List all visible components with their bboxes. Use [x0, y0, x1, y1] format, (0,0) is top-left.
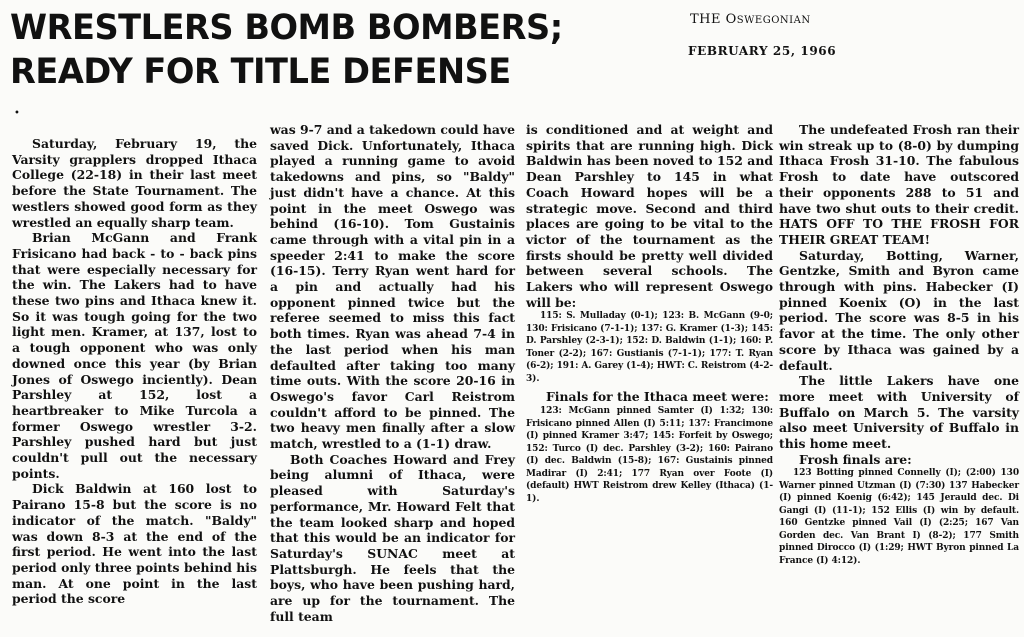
roster-list: 115: S. Mulladay (0-1); 123: B. McGann (9-0; 130: Frisicano (7-1-1); 137: G. Kramer (1-3); 145: D. Parshley (2-3-1); 152: D. Baldwin (1-1); 160: P. Toner (2-2); 167: Gustianis (7-1-1); 177: T. Ryan (6-2); 191: A. Garey (1-4); HWT: C. Reistrom (4-2-3).	[526, 311, 773, 384]
paragraph: was 9-7 and a takedown could have saved Dick. Unfortunately, Ithaca played a running game to avoid takedowns and pins, so "Baldy" just didn't have a chance. At this point in the meet Oswego was behind (16-10). Tom Gustainis came through with a vital pin in a speeder 2:41 to make the score (16-15). Terry Ryan went hard for a pin and actually had his opponent pinned twice but the referee seemed to miss this fact both times. Ryan was ahead 7-4 in the last period when his man defaulted after taking too many time outs. With the score 20-16 in Oswego's favor Carl Reistrom couldn't afford to be pinned. The two heavy men finally after a slow match, wrestled to a (1-1) draw.	[270, 122, 515, 452]
finals-heading: Finals for the Ithaca meet were:	[546, 389, 769, 405]
paragraph: Saturday, Botting, Warner, Gentzke, Smith and Byron came through with pins. Habecker (I) pinned Koenix (O) in the last period. The score was 8-5 in his favor at the time. The only other score by Ithaca was gained by a default.	[779, 247, 1019, 373]
paragraph: The little Lakers have one more meet with University of Buffalo on March 5. The varsity also meet University of Buffalo in this home meet.	[779, 373, 1019, 452]
paragraph: Brian McGann and Frank Frisicano had back - to - back pins that were especially necessary for the win. The Lakers had to have these two pins and Ithaca knew it. So it was tough going for the two light men. Kramer, at 137, lost to a tough opponent who was only downed once this year (by Brian Jones of Oswego inciently). Dean Parshley at 152, lost a heartbreaker to Mike Turcola a former Oswego wrestler 3-2. Parshley pushed hard but just couldn't pull out the necessary points.	[12, 230, 257, 481]
frosh-finals-heading: Frosh finals are:	[799, 451, 912, 467]
article-column-2	[270, 122, 515, 625]
article-column-3	[526, 122, 773, 505]
publication-date: FEBRUARY 25, 1966	[688, 44, 837, 58]
paragraph: The undefeated Frosh ran their win streak up to (8-0) by dumping Ithaca Frosh 31-10. The fabulous Frosh to date have outscored their opponents 288 to 51 and have two shut outs to their credit. HATS OFF TO THE FROSH FOR THEIR GREAT TEAM!	[779, 122, 1019, 247]
paragraph: is conditioned and at weight and spirits that are running high. Dick Baldwin has been noved to 152 and Dean Parshley to 145 in what Coach Howard hopes will be a strategic move. Second and third places are going to be vital to the victor of the tournament as the firsts should be pretty well divided between several schools. The Lakers who will represent Oswego will be:	[526, 122, 773, 310]
headline-line-2: READY FOR TITLE DEFENSE	[10, 52, 511, 92]
publication-name: THE OSWEGONIAN	[690, 12, 811, 27]
headline	[10, 6, 563, 94]
paragraph: Both Coaches Howard and Frey being alumni of Ithaca, were pleased with Saturday's performance, Mr. Howard Felt that the team looked sharp and hoped that this would be an indicator for Saturday's SUNAC meet at Plattsburgh. He feels that the boys, who have been pushing hard, are up for the tournament. The full team	[270, 451, 515, 624]
paragraph: Dick Baldwin at 160 lost to Pairano 15-8 but the score is no indicator of the match. "Baldy" was down 8-3 at the end of the first period. He went into the last period only three points behind his man. At one point in the last period the score	[12, 481, 257, 607]
finals-results: 123: McGann pinned Samter (I) 1:32; 130: Frisicano pinned Allen (I) 5:11; 137: Francimone (I) pinned Kramer 3:47; 145: Forfeit by Oswego; 152: Turco (I) dec. Parshley (3-2); 160: Pairano (I) dec. Baldwin (15-8); 167: Gustainis pinned Madirar (I) 2:41; 177 Ryan over Foote (I) (default) HWT Reistrom drew Kelley (Ithaca) (1-1).	[526, 406, 773, 504]
frosh-finals-results: 123 Botting pinned Connelly (I); (2:00) 130 Warner pinned Utzman (I) (7:30) 137 Habecker (I) pinned Koenig (6:42); 145 Jerauld dec. Di Gangi (I) (11-1); 152 Ellis (I) win by default. 160 Gentzke pinned Vail (I) (2:25; 167 Van Gorden dec. Van Brant I) (8-2); 177 Smith pinned Dirocco (I) (1:29; HWT Byron pinned La France (I) 4:12).	[779, 468, 1019, 566]
paragraph: Saturday, February 19, the Varsity grapplers dropped Ithaca College (22-18) in their last meet before the State Tournament. The westlers showed good form as they wrestled an equally sharp team.	[12, 136, 257, 230]
article-column-1	[12, 136, 257, 607]
article-column-4	[779, 122, 1019, 567]
bullet-mark: •	[14, 108, 20, 119]
headline-line-1: WRESTLERS BOMB BOMBERS;	[10, 8, 563, 48]
